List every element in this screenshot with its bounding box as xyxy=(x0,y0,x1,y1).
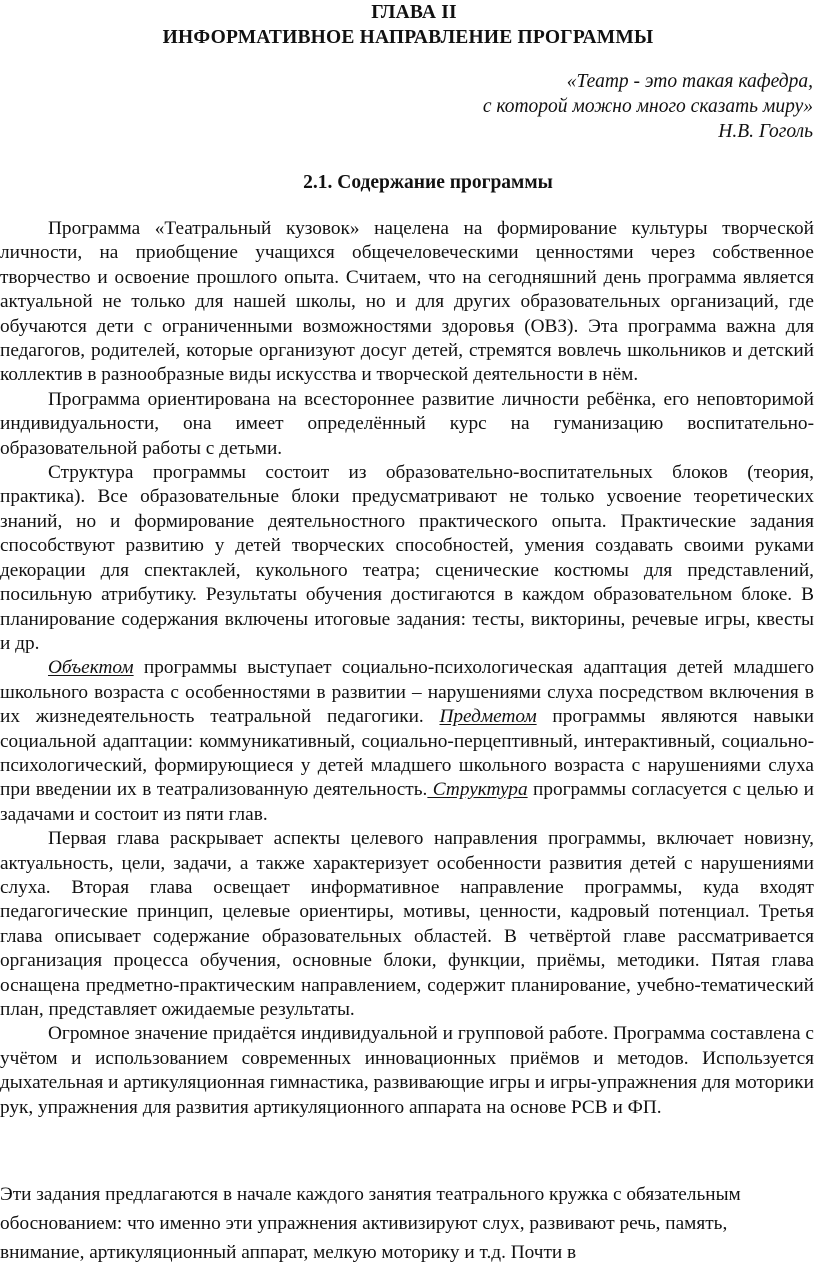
paragraph-4-part-2: программы являются навыки социальной адаптации: коммуникативный, социально-перцептивный, интерактивный, социально-психологический, формирующиеся у детей младшего школьного возраста с нарушениями слуха при введении их в театрализованную деятельность. xyxy=(0,706,815,801)
epigraph-line-1: «Театр - это такая кафедра, xyxy=(566,71,813,92)
chapter-title: ИНФОРМАТИВНОЕ НАПРАВЛЕНИЕ ПРОГРАММЫ xyxy=(162,27,654,48)
paragraph-6: Огромное значение придаётся индивидуальной и групповой работе. Программа составлена с учётом и использованием современных инновационных приёмов и методов. Используется дыхательная и артикуляционная гимнастика, развивающие игры и игры-упражнения для моторики рук, упражнения для развития артикуляционного аппарата на основе РСВ и ФП. xyxy=(0,1023,814,1118)
paragraph-2: Программа ориентирована на всестороннее развитие личности ребёнка, его неповторимой индивидуальности, она имеет определённый курс на гуманизацию воспитательно-образовательной работы с детьми. xyxy=(0,388,814,459)
paragraph-3: Структура программы состоит из образовательно-воспитательных блоков (теория, практика). Все образовательные блоки предусматривают не только усвоение теоретических знаний, но и формирование деятельностного практического опыта. Практические задания способствуют развитию у детей творческих способностей, умения создавать своими руками декорации для спектаклей, кукольного театра; сценические костюмы для представлений, посильную атрибутику. Результаты обучения достигаются в каждом образовательном блоке. В планирование содержания включены итоговые задания: тесты, викторины, речевые игры, квесты и др. xyxy=(0,462,814,654)
paragraph-4-part-1: программы выступает социально-психологическая адаптация детей младшего школьного возраста с особенностями в развитии – нарушениями слуха посредством включения в их жизнедеятельность театральной педагогики. xyxy=(0,657,814,728)
term-subject: Предметом xyxy=(439,706,537,728)
body-text xyxy=(0,217,814,1120)
epigraph-line-2: с которой можно много сказать миру» xyxy=(482,96,813,117)
epigraph-author: Н.В. Гоголь xyxy=(718,121,813,142)
term-structure: Структура xyxy=(427,779,528,801)
section-heading: 2.1. Содержание программы xyxy=(303,172,553,193)
tail-line-1: Эти задания предлагаются в начале каждого занятия театрального кружка с обязательным xyxy=(0,1184,741,1205)
paragraph-5: Первая глава раскрывает аспекты целевого направления программы, включает новизну, актуальность, цели, задачи, а также характеризует особенности развития детей с нарушениями слуха. Вторая глава освещает информативное направление программы, куда входят педагогические принцип, целевые ориентиры, мотивы, ценности, кадровый потенциал. Третья глава описывает содержание образовательных областей. В четвёртой главе рассматривается организация процесса обучения, основные блоки, функции, приёмы, методики. Пятая глава оснащена предметно-практическим направлением, содержит планирование, учебно-тематический план, представляет ожидаемые результаты. xyxy=(0,828,814,1020)
tail-line-3: внимание, артикуляционный аппарат, мелкую моторику и т.д. Почти в xyxy=(0,1242,577,1263)
paragraph-1: Программа «Театральный кузовок» нацелена на формирование культуры творческой личности, на приобщение учащихся общечеловеческими ценностями через собственное творчество и освоение прошлого опыта. Считаем, что на сегодняшний день программа является актуальной не только для нашей школы, но и для других образовательных организаций, где обучаются дети с ограниченными возможностями здоровья (ОВЗ). Эта программа важна для педагогов, родителей, которые организуют досуг детей, стремятся вовлечь школьников и детский коллектив в разнообразные виды искусства и творческой деятельности в нём. xyxy=(0,218,814,386)
tail-line-2: обоснованием: что именно эти упражнения активизируют слух, развивают речь, память, xyxy=(0,1213,728,1234)
paragraph-4-part-3: программы согласуется с целью и задачами и состоит из пяти глав. xyxy=(0,779,815,825)
term-object: Объектом xyxy=(48,657,134,679)
paragraph-4 xyxy=(0,656,814,827)
chapter-number: ГЛАВА II xyxy=(371,2,457,23)
